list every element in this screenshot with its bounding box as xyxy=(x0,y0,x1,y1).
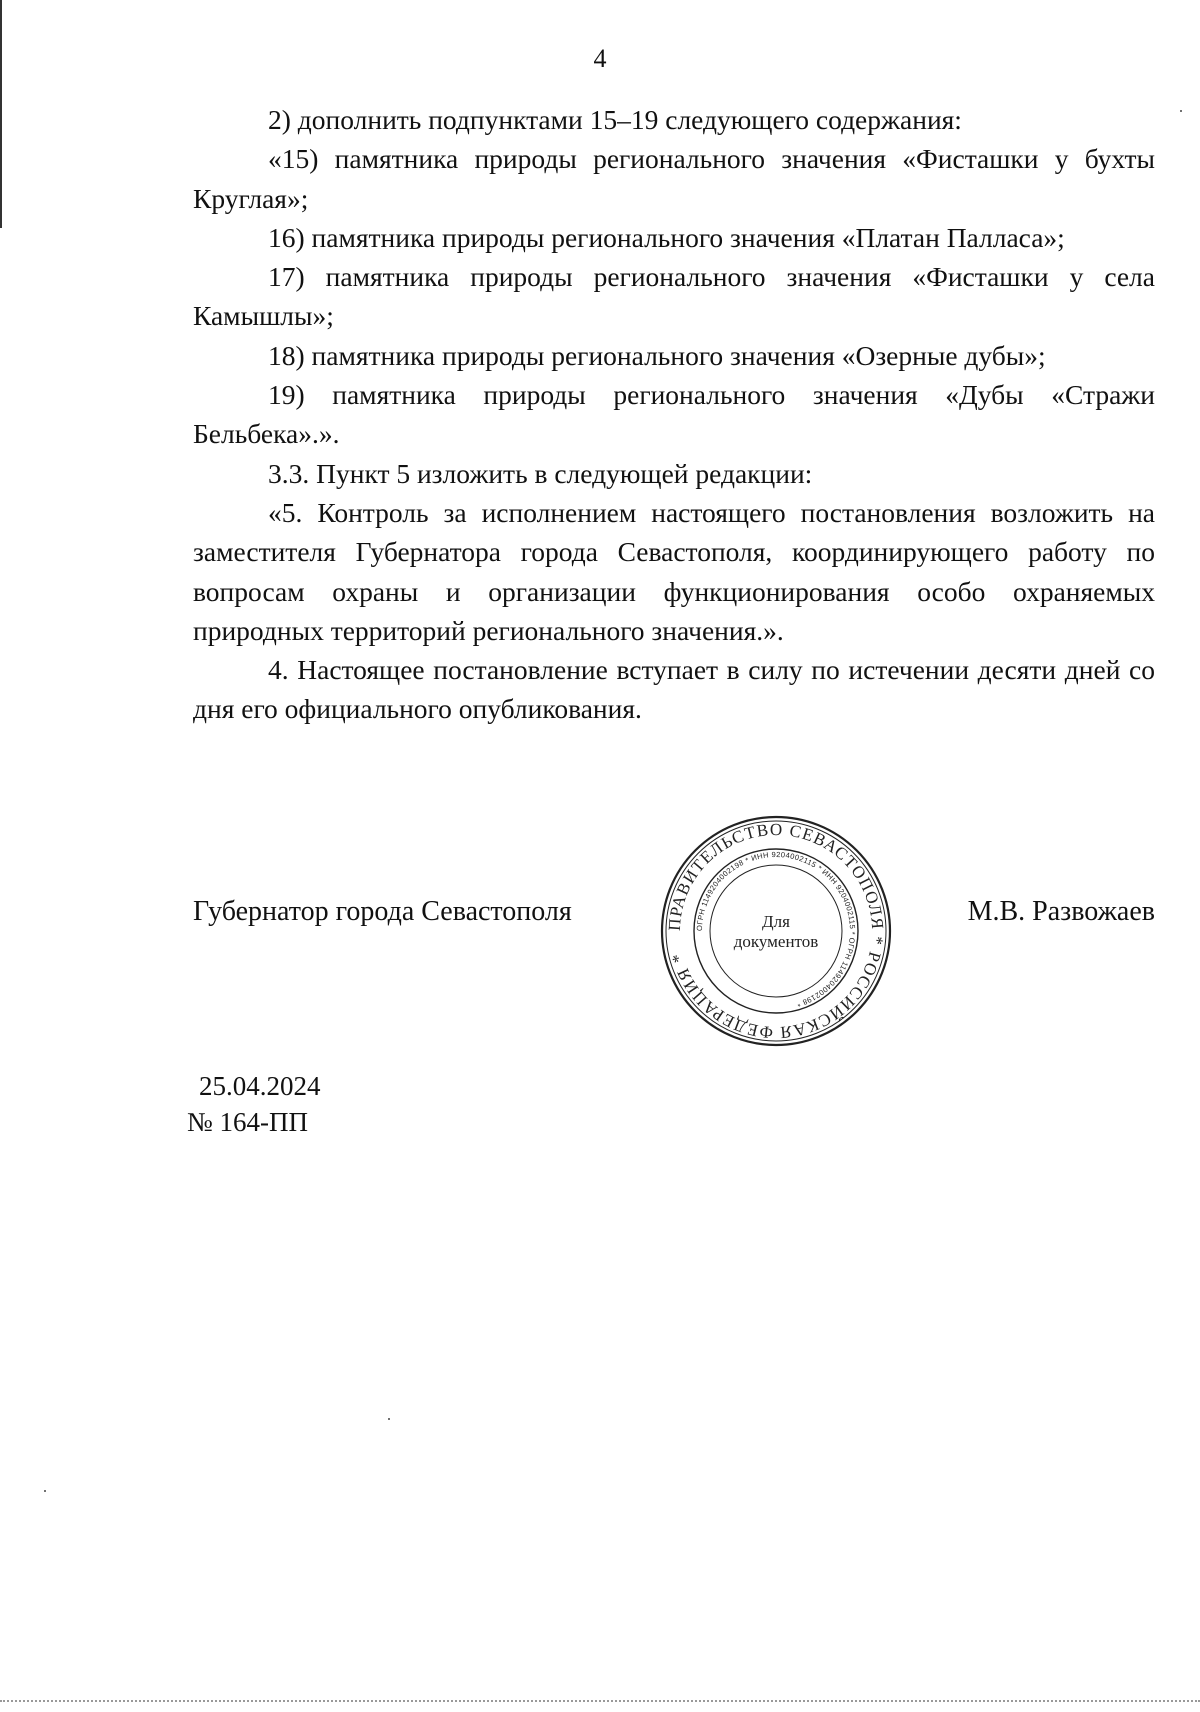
official-seal xyxy=(658,813,894,1049)
seal-inner-text: ОГРН 1149204002198 * ИНН 9204002115 * ИНН 9204002115 * ОГРН 1149204002198 * xyxy=(694,849,858,1009)
paragraph-point-5: «5. Контроль за исполнением настоящего постановления возложить на заместителя Губернатора города Севастополя, координирующего работу по вопросам охраны и организации функционирования особо охраняемых природных территорий регионального значения.». xyxy=(193,496,1155,646)
seal-center-line2: документов xyxy=(733,932,819,951)
scan-speck xyxy=(388,1418,390,1420)
signatory-name: М.В. Развожаев xyxy=(967,896,1155,927)
scan-edge-line xyxy=(0,0,2,228)
document-number: № 164-ПП xyxy=(187,1107,308,1137)
paragraph-subitem-17: 17) памятника природы регионального значения «Фисташки у села Камышлы»; xyxy=(193,261,1155,332)
paragraph-subitem-19: 19) памятника природы регионального значения «Дубы «Стражи Бельбека».». xyxy=(193,379,1155,450)
scan-speck xyxy=(1180,110,1182,112)
paragraph-subitem-16: 16) памятника природы регионального значения «Платан Палласа»; xyxy=(268,221,1065,253)
paragraph-3-3: 3.3. Пункт 5 изложить в следующей редакции: xyxy=(268,457,813,489)
paragraph-subitem-15: «15) памятника природы регионального значения «Фисташки у бухты Круглая»; xyxy=(193,143,1155,214)
seal-center-line1: Для xyxy=(762,912,790,931)
document-date: 25.04.2024 xyxy=(199,1071,321,1101)
seal-middle-ring xyxy=(694,849,858,1013)
paragraph-4: 4. Настоящее постановление вступает в силу по истечении десяти дней со дня его официального опубликования. xyxy=(193,654,1155,725)
paragraph-item-2: 2) дополнить подпунктами 15–19 следующего содержания: xyxy=(268,104,962,135)
signatory-title: Губернатор города Севастополя xyxy=(193,896,572,927)
seal-graphic xyxy=(658,813,894,1049)
scan-bottom-edge xyxy=(0,1700,1200,1702)
seal-inner-ring xyxy=(710,865,842,997)
paragraph-subitem-18: 18) памятника природы регионального значения «Озерные дубы»; xyxy=(268,339,1046,371)
scan-speck xyxy=(44,1490,46,1492)
page-number: 4 xyxy=(593,44,607,73)
seal-outer-text: ПРАВИТЕЛЬСТВО СЕВАСТОПОЛЯ * РОССИЙСКАЯ ФЕДЕРАЦИЯ * xyxy=(664,819,888,1043)
document-body xyxy=(193,100,1155,729)
